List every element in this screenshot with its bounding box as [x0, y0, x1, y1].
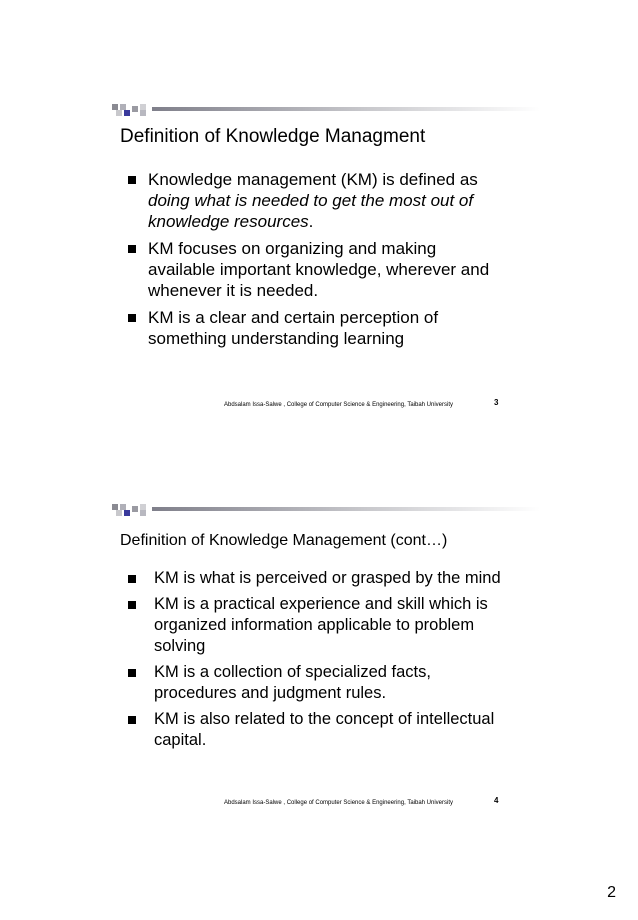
square-bullet-icon	[128, 575, 136, 583]
list-item: Knowledge management (KM) is defined as doing what is needed to get the most out of knowledge resources.	[128, 169, 508, 232]
list-item: KM focuses on organizing and making available important knowledge, wherever and whenever it is needed.	[128, 238, 508, 301]
square-bullet-icon	[128, 176, 136, 184]
bullet-list	[128, 568, 508, 756]
square-bullet-icon	[128, 716, 136, 724]
square-bullet-icon	[128, 245, 136, 253]
slide-4	[0, 460, 638, 860]
page-number: 2	[607, 884, 616, 901]
slide-title: Definition of Knowledge Managment	[120, 126, 426, 147]
list-item: KM is what is perceived or grasped by the mind	[128, 568, 508, 589]
slide-title: Definition of Knowledge Management (cont…)	[120, 532, 448, 549]
slide-footer: Abdsalam Issa-Salwe , College of Computer Science & Engineering, Taibah University	[224, 402, 454, 408]
slide-number: 3	[494, 398, 499, 407]
list-item: KM is also related to the concept of intellectual capital.	[128, 709, 508, 751]
list-item: KM is a collection of specialized facts, procedures and judgment rules.	[128, 662, 508, 704]
slide-number: 4	[494, 796, 499, 805]
list-item: KM is a clear and certain perception of something understanding learning	[128, 307, 508, 349]
list-item: KM is a practical experience and skill which is organized information applicable to problem solving	[128, 594, 508, 657]
bullet-list	[128, 169, 508, 355]
square-bullet-icon	[128, 601, 136, 609]
square-bullet-icon	[128, 669, 136, 677]
slide-footer: Abdsalam Issa-Salwe , College of Computer Science & Engineering, Taibah University	[224, 800, 454, 806]
square-bullet-icon	[128, 314, 136, 322]
